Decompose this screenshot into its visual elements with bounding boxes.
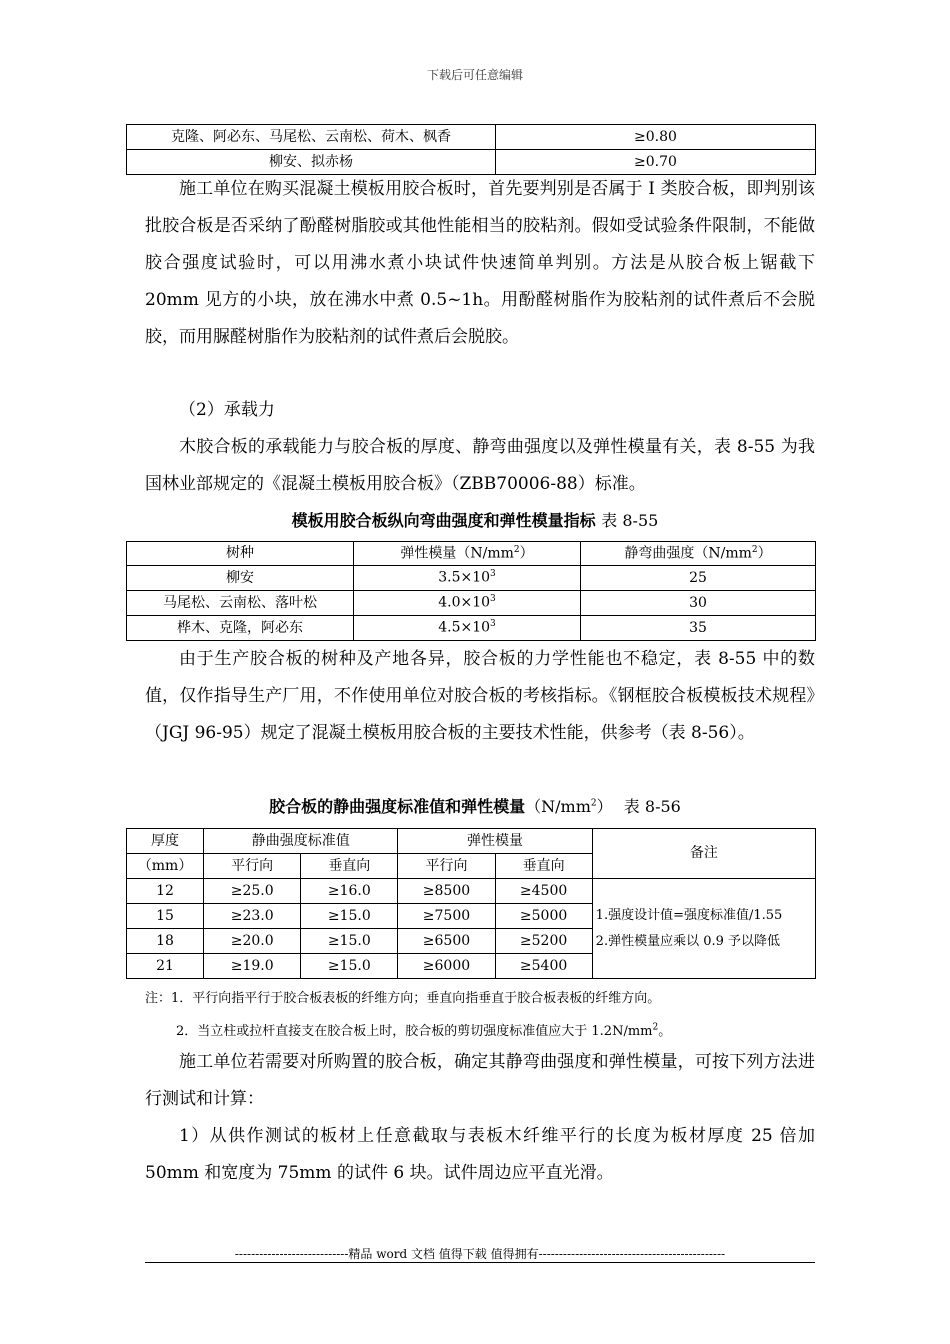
table-cell: 柳安 (127, 566, 354, 591)
column-header: 弹性模量$(N/mm^2)$ (354, 542, 581, 566)
table-cell: ≥25.0 (204, 879, 301, 904)
table-cell: ≥23.0 (204, 904, 301, 929)
table-8-55 (126, 541, 816, 641)
table-cell: ≥16.0 (301, 879, 398, 904)
table-8-56 (126, 828, 816, 979)
remark-cell (592, 879, 815, 979)
table-caption: 胶合板的静曲强度标准值和弹性模量$(N/mm^2)$ 表 8-56 (269, 797, 681, 816)
remark-line: 2.弹性模量应乘以 0.9 予以降低 (595, 933, 781, 949)
table-cell: ≥4500 (495, 879, 592, 904)
table-cell: ≥5400 (495, 954, 592, 979)
table-row (127, 566, 816, 591)
page-header: 下载后可任意编辑 (426, 68, 523, 82)
paragraph: 1）从供作测试的板材上任意截取与表板木纤维平行的长度为板材厚度 25 倍加 50mm 和宽度为 75mm 的试件 6 块。试件周边应平直光滑。 (145, 1126, 815, 1183)
table-cell: 马尾松、云南松、落叶松 (127, 591, 354, 616)
table-cell: ≥0.70 (496, 150, 816, 175)
table-cell: ≥0.80 (496, 125, 816, 150)
table-cell: 25 (581, 566, 816, 591)
table-cell: ≥6000 (398, 954, 495, 979)
table-cell: ≥19.0 (204, 954, 301, 979)
paragraph: 木胶合板的承载能力与胶合板的厚度、静弯曲强度以及弹性模量有关，表 8-55 为我国林业部规定的《混凝土模板用胶合板》（ZBB70006-88）标准。 (145, 437, 815, 494)
column-header: 平行向 (204, 854, 301, 879)
table-cell: $4.5\times 10^3$ (354, 616, 581, 641)
table-cell: ≥8500 (398, 879, 495, 904)
table-cell: ≥15.0 (301, 904, 398, 929)
column-header: 静曲强度标准值 (204, 829, 398, 854)
table-cell: 12 (127, 879, 204, 904)
column-header: 静弯曲强度$(N/mm^2)$ (581, 542, 816, 566)
table-cell: ≥15.0 (301, 954, 398, 979)
table-header-row (127, 829, 816, 854)
table-row (127, 125, 816, 150)
page-footer: ----------------------------精品 word 文档 值得下载 值得拥有---------------------------------------------- (234, 1247, 726, 1261)
table-cell: ≥15.0 (301, 929, 398, 954)
table-note: 2．当立柱或拉杆直接支在胶合板上时，胶合板的剪切强度标准值应大于 $1.2N/mm^2$。 (176, 1022, 672, 1039)
column-header: 备注 (592, 829, 815, 879)
paragraph: 施工单位在购买混凝土模板用胶合板时，首先要判别是否属于 I 类胶合板，即判别该批胶合板是否采纳了酚醛树脂胶或其他性能相当的胶粘剂。假如受试验条件限制，不能做胶合强度试验时，可以用沸水煮小块试件快速简单判别。方法是从胶合板上锯截下 20mm 见方的小块，放在沸水中煮 0.5~1h。用酚醛树脂作为胶粘剂的试件煮后不会脱胶，而用脲醛树脂作为胶粘剂的试件煮后会脱胶。 (145, 179, 815, 347)
table-cell: 桦木、克隆，阿必东 (127, 616, 354, 641)
table-cell: 克隆、阿必东、马尾松、云南松、荷木、枫香 (127, 125, 496, 150)
table-row (127, 616, 816, 641)
caption-number: 表 8-55 (601, 511, 659, 530)
column-header: 平行向 (398, 854, 495, 879)
table-header-row (127, 542, 816, 566)
table-cell: $3.5\times 10^3$ (354, 566, 581, 591)
table-caption (0, 508, 950, 531)
caption-title: 模板用胶合板纵向弯曲强度和弹性模量指标 (291, 511, 596, 530)
column-header: 弹性模量 (398, 829, 592, 854)
table-cell: ≥5000 (495, 904, 592, 929)
paragraph: 由于生产胶合板的树种及产地各异，胶合板的力学性能也不稳定，表 8-55 中的数值，仅作指导生产厂用，不作使用单位对胶合板的考核指标。《钢框胶合板模板技术规程》（JGJ 96-95）规定了混凝土模板用胶合板的主要技术性能，供参考（表 8-56）。 (145, 649, 815, 743)
column-header: 树种 (127, 542, 354, 566)
table-row (127, 879, 816, 904)
paragraph: 施工单位若需要对所购置的胶合板，确定其静弯曲强度和弹性模量，可按下列方法进行测试和计算： (145, 1052, 815, 1109)
paragraph: （2）承载力 (179, 400, 275, 420)
table-cell: $4.0\times 10^3$ (354, 591, 581, 616)
table-cell: 柳安、拟赤杨 (127, 150, 496, 175)
table-cell: ≥5200 (495, 929, 592, 954)
table-cell: 35 (581, 616, 816, 641)
caption-number: 表 8-56 (623, 797, 681, 816)
table-cell: 18 (127, 929, 204, 954)
table-note: 注：1．平行向指平行于胶合板表板的纤维方向；垂直向指垂直于胶合板表板的纤维方向。 (145, 991, 661, 1006)
table-cell: ≥20.0 (204, 929, 301, 954)
remark-line: 1.强度设计值=强度标准值/1.55 (595, 907, 783, 923)
column-header: 厚度 (127, 829, 204, 854)
caption-title: 胶合板的静曲强度标准值和弹性模量 (269, 797, 526, 816)
column-header: 垂直向 (495, 854, 592, 879)
table-cell: ≥7500 (398, 904, 495, 929)
table-cell: 21 (127, 954, 204, 979)
table-cell: 30 (581, 591, 816, 616)
table-top (126, 124, 816, 175)
table-row (127, 591, 816, 616)
footer-divider (145, 1262, 815, 1263)
table-cell: 15 (127, 904, 204, 929)
column-header: 垂直向 (301, 854, 398, 879)
column-header: （mm） (127, 854, 204, 879)
table-cell: ≥6500 (398, 929, 495, 954)
